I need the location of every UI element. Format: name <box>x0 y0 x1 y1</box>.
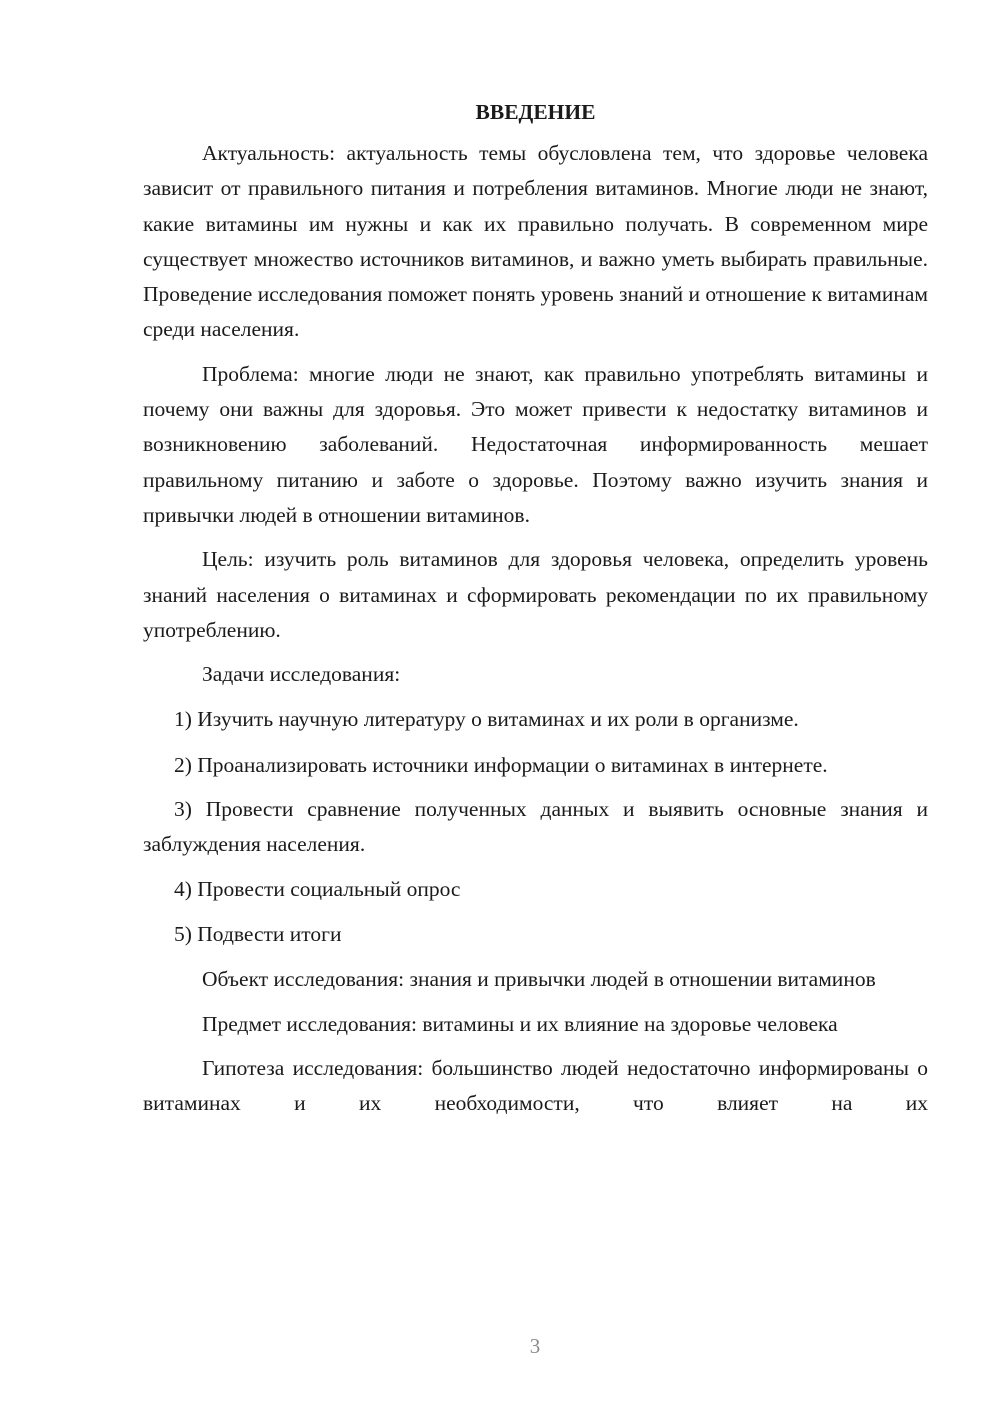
page-body <box>143 97 928 1130</box>
hypothesis-paragraph: Гипотеза исследования: большинство людей недостаточно информированы о витаминах и их необходимости, что влияет на их <box>143 1055 928 1116</box>
tasks-heading: Задачи исследования: <box>202 662 401 687</box>
object-paragraph: Объект исследования: знания и привычки людей в отношении витаминов <box>202 967 876 992</box>
task-item-1: 1) Изучить научную литературу о витаминах и их роли в организме. <box>174 707 799 732</box>
subject-paragraph: Предмет исследования: витамины и их влияние на здоровье человека <box>202 1011 838 1036</box>
goal-paragraph: Цель: изучить роль витаминов для здоровья человека, определить уровень знаний населения о витаминах и сформировать рекомендации по их правильному употреблению. <box>143 547 928 642</box>
task-item-2: 2) Проанализировать источники информации о витаминах в интернете. <box>174 752 828 777</box>
task-item-3: 3) Провести сравнение полученных данных и выявить основные знания и заблуждения населения. <box>143 797 928 857</box>
task-item-5: 5) Подвести итоги <box>174 921 342 946</box>
page-number: 3 <box>529 1334 541 1358</box>
section-title: ВВЕДЕНИЕ <box>475 100 596 124</box>
task-item-4: 4) Провести социальный опрос <box>174 876 461 901</box>
problem-paragraph: Проблема: многие люди не знают, как правильно употреблять витамины и почему они важны для здоровья. Это может привести к недостатку витаминов и возникновению заболеваний. Недостаточная информированность мешает правильному питанию и заботе о здоровье. Поэтому важно изучить знания и привычки людей в отношении витаминов. <box>143 361 928 527</box>
relevance-paragraph: Актуальность: актуальность темы обусловлена тем, что здоровье человека зависит от правильного питания и потребления витаминов. Многие люди не знают, какие витамины им нужны и как их правильно получать. В современном мире существует множество источников витаминов, и важно уметь выбирать правильные. Проведение исследования поможет понять уровень знаний и отношение к витаминам среди населения. <box>143 141 928 342</box>
